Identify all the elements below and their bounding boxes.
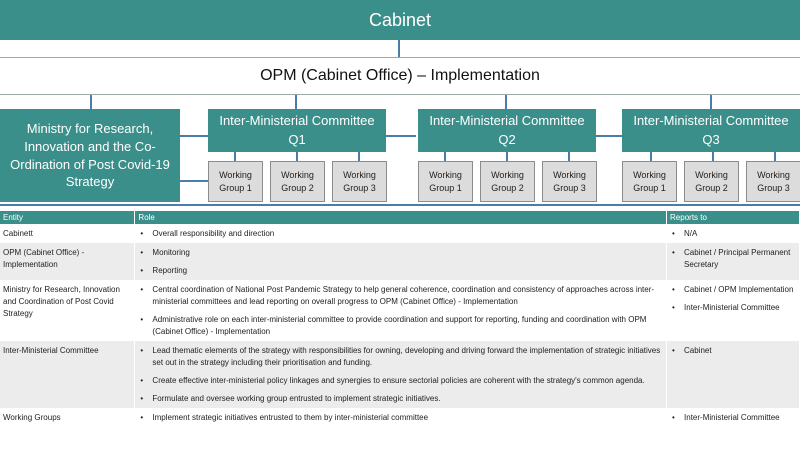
connector-line	[180, 135, 208, 137]
entity-cell: Inter-Ministerial Committee	[0, 341, 135, 408]
table-row	[0, 341, 800, 408]
connector-line	[234, 152, 236, 161]
entity-cell: Ministry for Research, Innovation and Coordination of Post Covid Strategy	[0, 280, 135, 341]
cabinet-label: Cabinet	[368, 9, 432, 30]
connector-line	[506, 152, 508, 161]
opm-box	[0, 57, 800, 95]
opm-label: OPM (Cabinet Office) – Implementation	[260, 67, 540, 84]
committee-q1-box	[208, 109, 386, 152]
committee-q3-box	[622, 109, 800, 152]
header-entity: Entity	[0, 211, 135, 224]
committee-title: Inter-Ministerial Committee	[633, 112, 789, 128]
role-item: • Central coordination of National Post Pandemic Strategy to help general coherence, coordination and consistency of approaches across inter-ministerial committees and lead reporting on overall progress to OPM (Cabinet Office) - Implementation	[138, 284, 663, 308]
committee-code: Q2	[498, 131, 516, 147]
table-row	[0, 243, 800, 280]
reports-item: • Cabinet	[670, 345, 796, 357]
connector-line	[358, 152, 360, 161]
reports-cell	[667, 243, 800, 280]
role-item: • Administrative role on each inter-ministerial committee to provide coordination and support for reporting, funding and coordination with OPM (Cabinet Office) - Implementation	[138, 314, 663, 338]
header-role: Role	[135, 211, 667, 224]
reports-cell	[667, 224, 800, 243]
role-item: • Reporting	[138, 265, 663, 277]
connector-line	[712, 152, 714, 161]
cabinet-box	[0, 0, 800, 40]
ministry-box	[0, 109, 180, 202]
connector-line	[386, 135, 416, 137]
reports-cell	[667, 408, 800, 427]
committee-q2-box	[418, 109, 596, 152]
connector-line	[295, 95, 297, 109]
working-group-box: Working Group 3	[542, 161, 597, 202]
committee-title: Inter-Ministerial Committee	[429, 112, 585, 128]
connector-line	[398, 40, 400, 57]
role-cell	[135, 243, 667, 280]
table-row	[0, 408, 800, 427]
role-item: • Overall responsibility and direction	[138, 228, 663, 240]
reports-cell	[667, 280, 800, 341]
connector-line	[505, 95, 507, 109]
connector-line	[444, 152, 446, 161]
reports-item: • Inter-Ministerial Committee	[670, 302, 796, 314]
entity-cell: Cabinett	[0, 224, 135, 243]
connector-line	[650, 152, 652, 161]
role-cell	[135, 341, 667, 408]
connector-line	[90, 95, 92, 109]
table-header-row	[0, 211, 800, 224]
connector-line	[568, 152, 570, 161]
entity-cell: OPM (Cabinet Office) - Implementation	[0, 243, 135, 280]
reports-item: • Inter-Ministerial Committee	[670, 412, 796, 424]
connector-line	[710, 95, 712, 109]
connector-line	[774, 152, 776, 161]
role-item: • Implement strategic initiatives entrusted to them by inter-ministerial committee	[138, 412, 663, 424]
working-group-box: Working Group 1	[622, 161, 677, 202]
roles-table	[0, 211, 800, 427]
ministry-label: Ministry for Research, Innovation and the Co-Ordination of Post Covid-19 Strategy	[10, 121, 170, 190]
working-group-box: Working Group 3	[332, 161, 387, 202]
role-cell	[135, 408, 667, 427]
working-group-box: Working Group 2	[480, 161, 535, 202]
role-item: • Lead thematic elements of the strategy with responsibilities for owning, developing and driving forward the implementation of strategic initiatives set out in the strategy including their prioritisation and funding.	[138, 345, 663, 369]
working-group-box: Working Group 1	[208, 161, 263, 202]
reports-item: • N/A	[670, 228, 796, 240]
committee-code: Q3	[702, 131, 720, 147]
reports-item: • Cabinet / OPM Implementation	[670, 284, 796, 296]
working-group-box: Working Group 2	[684, 161, 739, 202]
table-row	[0, 280, 800, 341]
working-group-box: Working Group 1	[418, 161, 473, 202]
working-group-box: Working Group 3	[746, 161, 800, 202]
role-cell	[135, 280, 667, 341]
committee-code: Q1	[288, 131, 306, 147]
working-group-box: Working Group 2	[270, 161, 325, 202]
role-item: • Create effective inter-ministerial policy linkages and synergies to ensure sectorial policies are coherent with the strategy's common agenda.	[138, 375, 663, 387]
table-row	[0, 224, 800, 243]
committee-title: Inter-Ministerial Committee	[219, 112, 375, 128]
connector-line	[596, 135, 622, 137]
connector-line	[296, 152, 298, 161]
entity-cell: Working Groups	[0, 408, 135, 427]
header-reports-to: Reports to	[667, 211, 800, 224]
role-cell	[135, 224, 667, 243]
role-item: • Monitoring	[138, 247, 663, 259]
connector-line	[180, 180, 208, 182]
reports-item: • Cabinet / Principal Permanent Secretary	[670, 247, 796, 271]
role-item: • Formulate and oversee working group entrusted to implement strategic initiatives.	[138, 393, 663, 405]
connector-line	[0, 204, 800, 206]
reports-cell	[667, 341, 800, 408]
